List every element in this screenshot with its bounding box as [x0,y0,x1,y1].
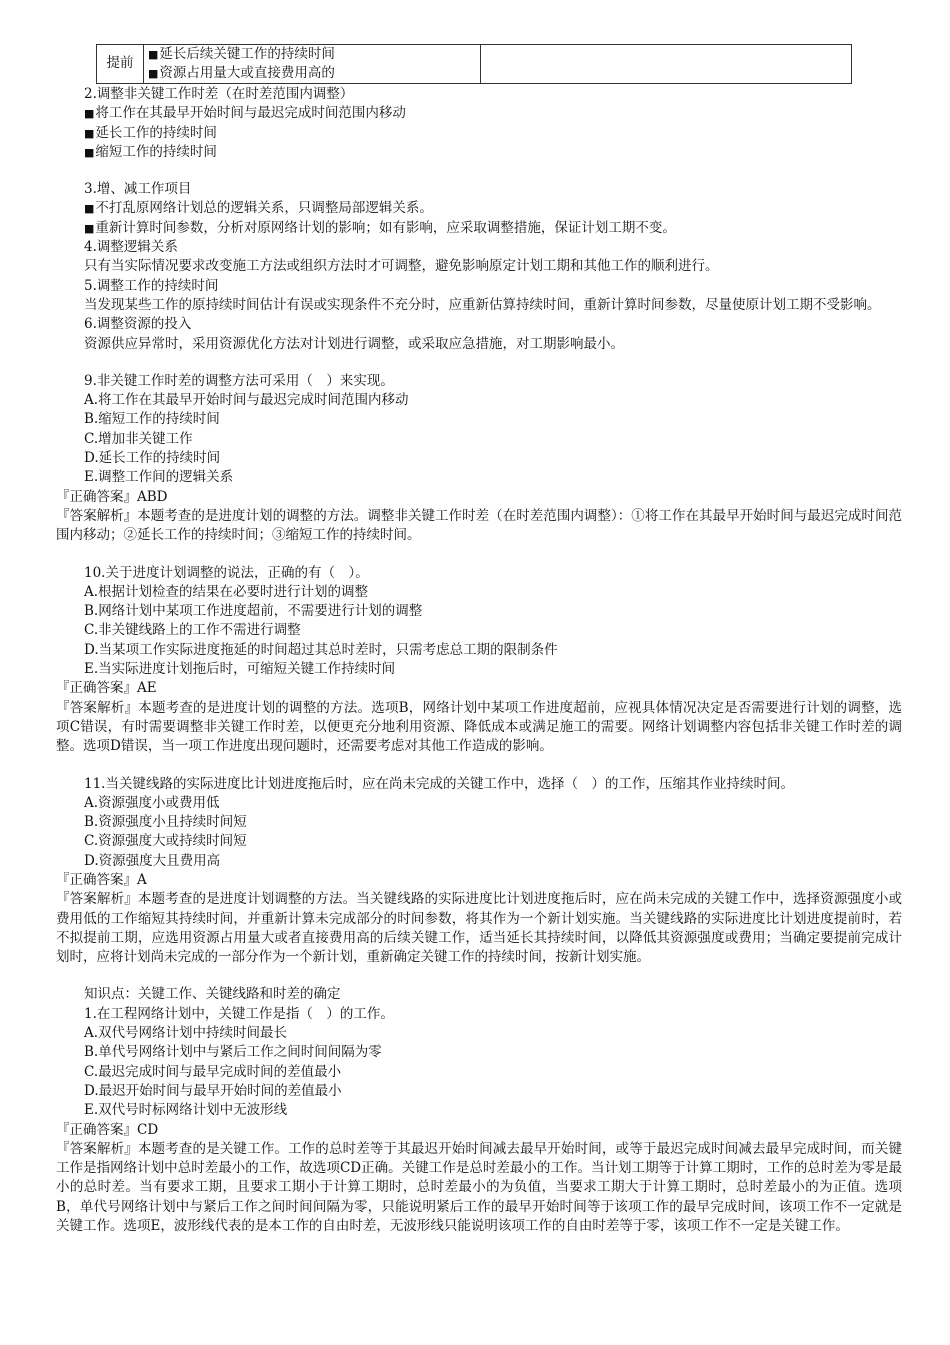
section-heading: 4.调整逻辑关系 [84,239,178,256]
question-option: A.双代号网络计划中持续时间最长 [84,1025,288,1042]
section-text: 当发现某些工作的原持续时间估计有误或实现条件不充分时，应重新估算持续时间，重新计算时间参数，尽量使原计划工期不受影响。 [84,296,881,313]
answer-analysis: 『答案解析』本题考查的是进度计划调整的方法。当关键线路的实际进度比计划进度拖后时，应在尚未完成的关键工作中，选择资源强度小或费用低的工作缩短其持续时间，并重新计算未完成部分的时间参数，将其作为一个新计划实施。当关键线路的实际进度比计划进度提前时，若不拟提前工期，应选用资源占用量大或者直接费用高的后续关键工作，适当延长其持续时间，以降低其资源强度或费用；当确定要提前完成计划时，应将计划尚未完成的一部分作为一个新计划，重新确定关键工作的持续时间，按新计划实施。 [56,891,902,966]
question-option: D.资源强度大且费用高 [84,852,221,869]
table-cell-empty [481,45,851,83]
question-option: B.资源强度小且持续时间短 [84,814,247,831]
answer-analysis: 『答案解析』本题考查的是关键工作。工作的总时差等于其最迟开始时间减去最早开始时间，或等于最迟完成时间减去最早完成时间，而关键工作是指网络计划中总时差最小的工作，故选项CD正确。关键工作是总时差最小的工作。当计划工期等于计算工期时，工作的总时差为零是最小的总时差。当有要求工期，且要求工期小于计算工期时，总时差最小的为负值，当要求工期大于计算工期时，总时差最小的为正值。选项B，单代号网络计划中与紧后工作之间时间间隔为零，只能说明紧后工作的最早开始时间等于该项工作的最早完成时间，该项工作不一定就是关键工作。选项E，波形线代表的是本工作的自由时差，无波形线只能说明该项工作的自由时差等于零，该项工作不一定是关键工作。 [56,1140,902,1235]
bullet-item: ■ 将工作在其最早开始时间与最迟完成时间范围内移动 [56,104,902,123]
table-row-label: 提前 [97,45,144,83]
bullet-item: ■ 延长工作的持续时间 [56,124,902,143]
answer-analysis: 『答案解析』本题考查的是进度计划的调整的方法。调整非关键工作时差（在时差范围内调整）：①将工作在其最早开始时间与最迟完成时间范围内移动；②延长工作的持续时间；③缩短工作的持续时间。 [56,507,902,544]
question-option: B.网络计划中某项工作进度超前，不需要进行计划的调整 [84,603,423,620]
section-heading: 3.增、减工作项目 [84,181,192,198]
answer-analysis: 『答案解析』本题考查的是进度计划的调整的方法。选项B，网络计划中某项工作进度超前，应视具体情况决定是否需要进行计划的调整，选项C错误，有时需要调整非关键工作时差，以便更充分地利用资源、降低成本或满足施工的需要。网络计划调整内容包括非关键工作时差的调整。选项D错误，当一项工作进度出现问题时，还需要考虑对其他工作造成的影响。 [56,699,902,755]
question-option: C.非关键线路上的工作不需进行调整 [84,622,301,639]
adjustment-table [96,44,852,84]
question-option: E.调整工作间的逻辑关系 [84,469,234,486]
question-option: C.增加非关键工作 [84,430,193,447]
table-item: ■ 延长后续关键工作的持续时间 [148,45,480,64]
bullet-item: ■ 重新计算时间参数，分析对原网络计划的影响；如有影响，应采取调整措施，保证计划工期不变。 [56,219,902,238]
question-option: C.资源强度大或持续时间短 [84,833,247,850]
question-option: B.缩短工作的持续时间 [84,411,220,428]
question-option: E.当实际进度计划拖后时，可缩短关键工作持续时间 [84,661,396,678]
question-option: A.将工作在其最早开始时间与最迟完成时间范围内移动 [84,392,409,409]
section-text: 资源供应异常时，采用资源优化方法对计划进行调整，或采取应急措施，对工期影响最小。 [84,335,624,352]
table-item: ■ 资源占用量大或直接费用高的 [148,64,480,83]
section-text: 只有当实际情况要求改变施工方法或组织方法时才可调整，避免影响原定计划工期和其他工作的顺利进行。 [84,258,719,275]
question-stem: 1.在工程网络计划中，关键工作是指（ ）的工作。 [84,1005,394,1022]
question-stem: 11.当关键线路的实际进度比计划进度拖后时，应在尚未完成的关键工作中，选择（ ）的工作，压缩其作业持续时间。 [84,775,794,792]
question-option: A.资源强度小或费用低 [84,794,220,811]
knowledge-point: 知识点：关键工作、关键线路和时差的确定 [84,986,341,1003]
section-heading: 6.调整资源的投入 [84,316,192,333]
bullet-item: ■ 缩短工作的持续时间 [56,143,902,162]
question-option: C.最迟完成时间与最早完成时间的差值最小 [84,1063,342,1080]
question-stem: 9.非关键工作时差的调整方法可采用（ ）来实现。 [84,372,394,389]
question-option: B.单代号网络计划中与紧后工作之间时间间隔为零 [84,1044,382,1061]
correct-answer: 『正确答案』AE [56,680,157,697]
correct-answer: 『正确答案』ABD [56,488,168,505]
document-body [56,85,902,1236]
question-option: D.延长工作的持续时间 [84,450,221,467]
question-option: E.双代号时标网络计划中无波形线 [84,1102,288,1119]
question-option: D.当某项工作实际进度拖延的时间超过其总时差时，只需考虑总工期的限制条件 [84,641,558,658]
correct-answer: 『正确答案』CD [56,1121,159,1138]
question-stem: 10.关于进度计划调整的说法，正确的有（ ）。 [84,564,369,581]
section-heading: 2.调整非关键工作时差（在时差范围内调整） [84,86,354,102]
table-cell-items [144,45,481,83]
question-option: A.根据计划检查的结果在必要时进行计划的调整 [84,583,369,600]
correct-answer: 『正确答案』A [56,871,147,888]
question-option: D.最迟开始时间与最早开始时间的差值最小 [84,1082,342,1099]
section-heading: 5.调整工作的持续时间 [84,277,219,294]
bullet-item: ■ 不打乱原网络计划总的逻辑关系，只调整局部逻辑关系。 [56,199,902,218]
